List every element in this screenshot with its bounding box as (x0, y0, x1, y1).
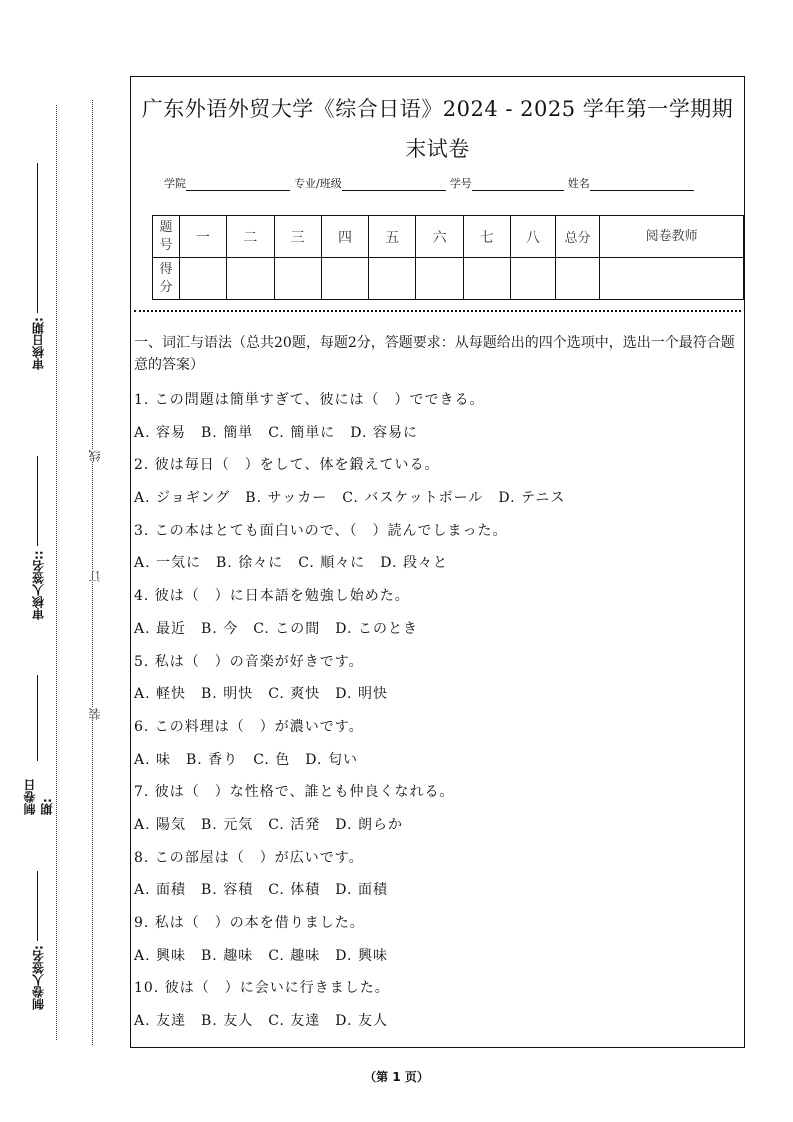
reviewer-signature-label (20, 440, 56, 620)
answer-options: A. ジョギング B. サッカー C. バスケットボール D. テニス (134, 490, 566, 507)
score-cell-6[interactable] (416, 258, 463, 300)
score-row-label: 得分 (153, 258, 180, 300)
name-field[interactable] (590, 178, 694, 191)
student-id-label: 学号 (449, 177, 472, 190)
question-section (134, 332, 738, 1038)
score-table-score-row (153, 258, 744, 300)
paper-maker-signature-text: 制卷人签名: (31, 945, 46, 1010)
question-item: 10. 彼は（ ）に会いに行きました。 (134, 980, 390, 997)
paper-date-blank[interactable] (38, 675, 39, 761)
score-cell-4[interactable] (321, 258, 368, 300)
section-heading: 一、词汇与语法（总共20题，每题2分，答题要求：从每题给出的四个选项中，选出一个最符合题意的答案） (134, 335, 735, 373)
score-cell-total[interactable] (555, 258, 600, 300)
exam-frame (130, 76, 745, 1048)
question-item: 6. この料理は（ ）が濃いです。 (134, 718, 364, 735)
score-table-header-row (153, 216, 744, 258)
major-class-label: 专业/班级 (294, 177, 342, 190)
answer-options: A. 興味 B. 趣味 C. 趣味 D. 興味 (134, 947, 388, 964)
student-info-row (164, 175, 698, 191)
header-cell-total: 总分 (555, 216, 600, 258)
binding-char-install: 装 (88, 708, 102, 720)
college-field[interactable] (186, 178, 290, 191)
score-cell-5[interactable] (369, 258, 416, 300)
question-item: 5. 私は（ ）の音楽が好きです。 (134, 653, 364, 670)
major-class-field[interactable] (342, 178, 446, 191)
header-cell-2: 二 (227, 216, 274, 258)
question-item: 7. 彼は（ ）な性格で、誰とも仲良くなれる。 (134, 784, 455, 801)
answer-options: A. 友達 B. 友人 C. 友達 D. 友人 (134, 1013, 388, 1030)
score-cell-2[interactable] (227, 258, 274, 300)
header-cell-question-no: 题号 (153, 216, 180, 258)
question-item: 3. この本はとても面白いので、（ ）読んでしまった。 (134, 522, 508, 539)
paper-maker-signature-label (20, 860, 56, 1010)
header-cell-grader: 阅卷教师 (600, 216, 744, 258)
score-cell-8[interactable] (511, 258, 556, 300)
answer-options: A. 味 B. 香り C. 色 D. 匂い (134, 751, 358, 768)
review-date-label (20, 150, 56, 370)
answer-options: A. 軽快 B. 明快 C. 爽快 D. 明快 (134, 686, 388, 703)
header-cell-4: 四 (321, 216, 368, 258)
answer-options: A. 一気に B. 徐々に C. 順々に D. 段々と (134, 555, 448, 572)
header-cell-3: 三 (274, 216, 321, 258)
reviewer-signature-text: 审核人签名:: (31, 550, 46, 620)
binding-char-line: 线 (88, 450, 102, 462)
section-separator (134, 310, 741, 312)
score-cell-1[interactable] (179, 258, 226, 300)
answer-options: A. 面積 B. 容積 C. 体積 D. 面積 (134, 882, 388, 899)
outer-dotted-line (56, 105, 57, 1040)
binding-char-bind: 订 (88, 570, 102, 582)
answer-options: A. 最近 B. 今 C. この間 D. このとき (134, 620, 418, 637)
answer-options: A. 容易 B. 簡単 C. 簡単に D. 容易に (134, 424, 418, 441)
score-cell-grader[interactable] (600, 258, 744, 300)
name-label: 姓名 (567, 177, 590, 190)
exam-title: 广东外语外贸大学《综合日语》2024 - 2025 学年第一学期期末试卷 (141, 97, 734, 161)
question-item: 4. 彼は（ ）に日本語を勉強し始めた。 (134, 588, 410, 605)
score-cell-7[interactable] (463, 258, 510, 300)
student-id-field[interactable] (472, 178, 564, 191)
header-cell-5: 五 (369, 216, 416, 258)
paper-maker-signature-blank[interactable] (38, 871, 39, 941)
header-cell-7: 七 (463, 216, 510, 258)
header-cell-1: 一 (179, 216, 226, 258)
paper-date-label (20, 675, 56, 815)
header-cell-8: 八 (511, 216, 556, 258)
header-cell-6: 六 (416, 216, 463, 258)
review-date-text: 审核日期: (31, 317, 46, 370)
reviewer-signature-blank[interactable] (38, 456, 39, 546)
question-item: 1. この問題は簡単すぎて、彼には（ ）でできる。 (134, 392, 485, 408)
score-cell-3[interactable] (274, 258, 321, 300)
page-number-footer: （第 1 页） (364, 1070, 429, 1084)
question-item: 9. 私は（ ）の本を借りました。 (134, 915, 365, 931)
review-date-blank[interactable] (38, 163, 39, 313)
question-item: 2. 彼は毎日（ ）をして、体を鍛えている。 (134, 457, 440, 474)
score-table (152, 215, 744, 300)
question-item: 8. この部屋は（ ）が広いです。 (134, 849, 364, 866)
college-label: 学院 (164, 177, 186, 190)
paper-date-text: 制卷日期: (23, 779, 54, 815)
answer-options: A. 陽気 B. 元気 C. 活発 D. 朗らか (134, 816, 403, 833)
